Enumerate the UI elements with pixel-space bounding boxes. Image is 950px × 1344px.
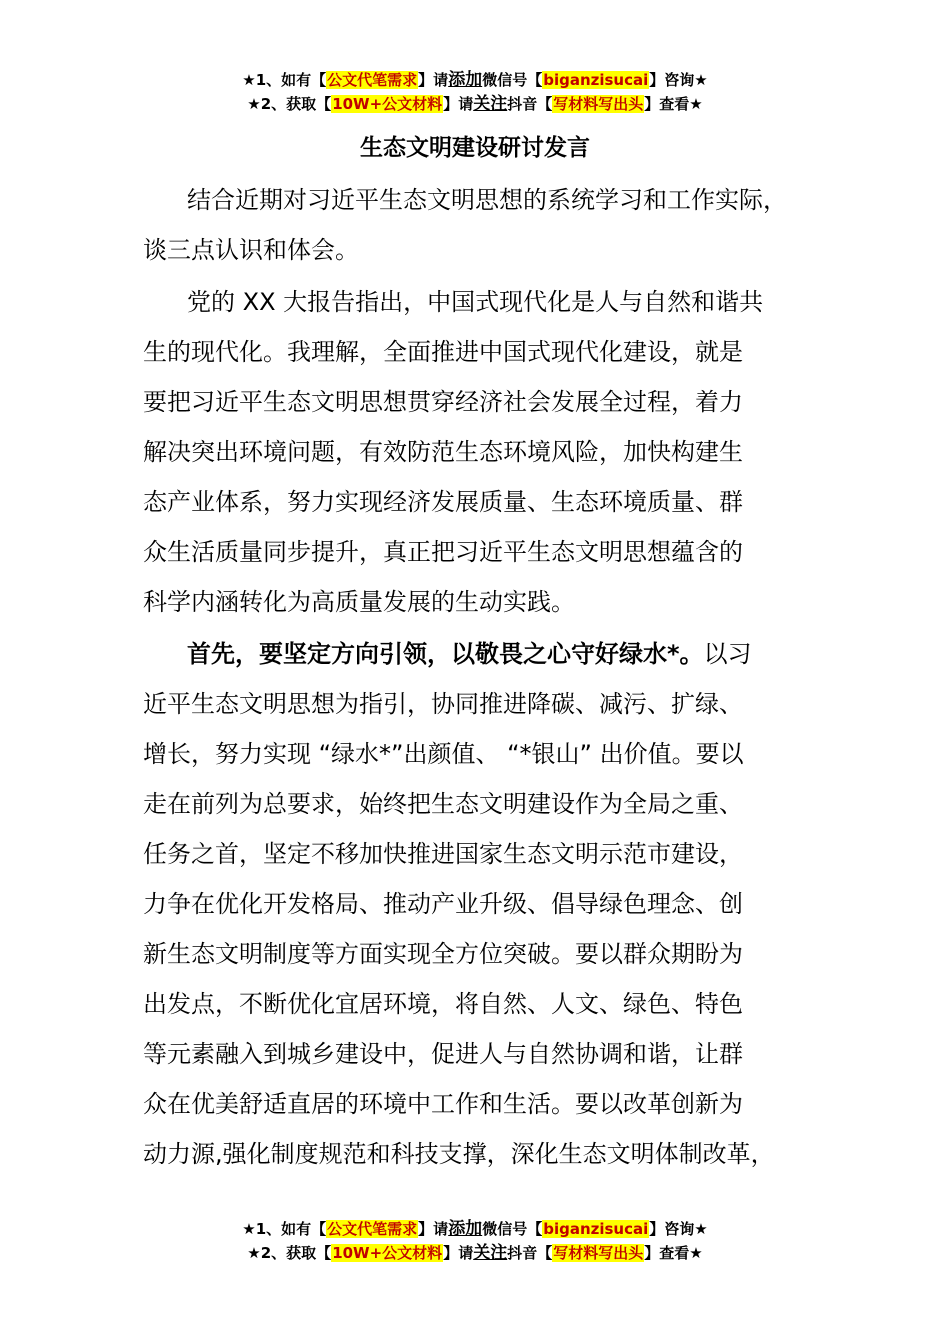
promo-highlight: 10W+公文材料: [332, 1244, 443, 1262]
text-line: 结合近期对习近平生态文明思想的系统学习和工作实际，: [187, 186, 787, 214]
promo-text: 】查看★: [644, 95, 703, 113]
section-heading: 首先，要坚定方向引领，以敬畏之心守好绿水*。: [187, 640, 704, 668]
promo-emphasis: 关注: [473, 94, 508, 114]
promo-text: 】请: [443, 1244, 474, 1262]
promo-text: 抖音【: [507, 95, 553, 113]
promo-text: ★2、获取【: [247, 1244, 332, 1262]
promo-banner-top: [0, 68, 950, 116]
promo-emphasis: 添加: [448, 1219, 483, 1239]
text-line: 谈三点认识和体会。: [143, 236, 359, 264]
text-line: 力争在优化开发格局、推动产业升级、倡导绿色理念、创: [143, 890, 743, 918]
text-line: 众生活质量同步提升，真正把习近平生态文明思想蕴含的: [143, 538, 743, 566]
paragraph-first-point: [143, 629, 823, 1179]
text-line: 众在优美舒适直居的环境中工作和生活。要以改革创新为: [143, 1090, 743, 1118]
text-line: 任务之首，坚定不移加快推进国家生态文明示范市建设，: [143, 840, 743, 868]
promo-text: 】咨询★: [649, 71, 708, 89]
text-line: 要把习近平生态文明思想贯穿经济社会发展全过程，着力: [143, 388, 743, 416]
text-line: 新生态文明制度等方面实现全方位突破。要以群众期盼为: [143, 940, 743, 968]
text-line: 增长，努力实现 “绿水*”出颜值、 “*银山” 出价值。要以: [143, 740, 744, 768]
text-fragment: 以习: [703, 640, 752, 668]
promo-douyin-id: 写材料写出头: [553, 95, 644, 113]
promo-text: 】查看★: [644, 1244, 703, 1262]
text-line: 近平生态文明思想为指引，协同推进降碳、减污、扩绿、: [143, 690, 743, 718]
document-title: 生态文明建设研讨发言: [360, 135, 590, 161]
paragraph-background: [143, 277, 823, 627]
promo-text: 微信号【: [482, 1220, 543, 1238]
promo-highlight: 公文代笔需求: [327, 1220, 418, 1238]
promo-banner-bottom: [0, 1217, 950, 1265]
promo-text: 抖音【: [507, 1244, 553, 1262]
text-line: 等元素融入到城乡建设中，促进人与自然协调和谐，让群: [143, 1040, 743, 1068]
promo-highlight: 10W+公文材料: [332, 95, 443, 113]
promo-line-2: [0, 92, 950, 116]
promo-highlight: 公文代笔需求: [327, 71, 418, 89]
text-line: [143, 629, 823, 679]
promo-line-1: [0, 1217, 950, 1241]
text-line: 态产业体系，努力实现经济发展质量、生态环境质量、群: [143, 488, 743, 516]
text-line: 解决突出环境问题，有效防范生态环境风险，加快构建生: [143, 438, 743, 466]
document-body: [143, 175, 823, 1179]
promo-wechat-id: biganzisucai: [543, 71, 649, 89]
promo-text: 】请: [418, 71, 449, 89]
promo-wechat-id: biganzisucai: [543, 1220, 649, 1238]
promo-text: ★1、如有【: [242, 1220, 327, 1238]
text-line: 党的 XX 大报告指出，中国式现代化是人与自然和谐共: [187, 288, 764, 316]
promo-emphasis: 关注: [473, 1243, 508, 1263]
paragraph-intro: [143, 175, 823, 275]
promo-text: 】请: [443, 95, 474, 113]
promo-text: ★2、获取【: [247, 95, 332, 113]
promo-text: 】咨询★: [649, 1220, 708, 1238]
text-line: 走在前列为总要求，始终把生态文明建设作为全局之重、: [143, 790, 743, 818]
promo-line-2: [0, 1241, 950, 1265]
promo-line-1: [0, 68, 950, 92]
promo-emphasis: 添加: [448, 70, 483, 90]
promo-text: ★1、如有【: [242, 71, 327, 89]
promo-text: 微信号【: [482, 71, 543, 89]
text-line: 出发点，不断优化宜居环境，将自然、人文、绿色、特色: [143, 990, 743, 1018]
promo-text: 】请: [418, 1220, 449, 1238]
promo-douyin-id: 写材料写出头: [553, 1244, 644, 1262]
text-line: 动力源,强化制度规范和科技支撑，深化生态文明体制改革，: [143, 1140, 775, 1168]
text-line: 生的现代化。我理解，全面推进中国式现代化建设，就是: [143, 338, 743, 366]
text-line: 科学内涵转化为高质量发展的生动实践。: [143, 588, 575, 616]
